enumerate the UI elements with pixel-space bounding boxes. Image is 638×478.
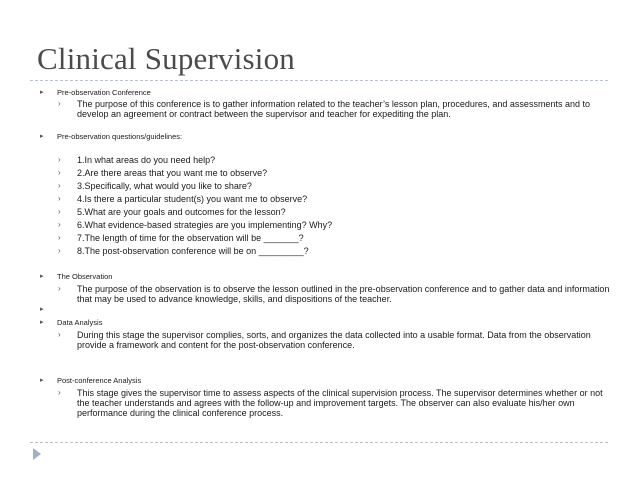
chevron-right-icon: ›	[58, 207, 61, 216]
chevron-right-icon: ›	[58, 388, 61, 397]
triangle-right-icon: ▸	[40, 319, 44, 326]
triangle-right-icon: ▸	[40, 306, 44, 313]
chevron-right-icon: ›	[58, 194, 61, 203]
title-divider	[30, 80, 608, 81]
footer-divider	[30, 442, 608, 443]
corner-triangle-icon	[33, 448, 41, 460]
chevron-right-icon: ›	[58, 99, 61, 108]
slide-title: Clinical Supervision	[37, 41, 296, 76]
triangle-right-icon: ▸	[40, 89, 44, 96]
chevron-right-icon: ›	[58, 233, 61, 242]
chevron-right-icon: ›	[58, 284, 61, 293]
chevron-right-icon: ›	[58, 330, 61, 339]
chevron-right-icon: ›	[58, 181, 61, 190]
chevron-right-icon: ›	[58, 155, 61, 164]
chevron-right-icon: ›	[58, 220, 61, 229]
triangle-right-icon: ▸	[40, 273, 44, 280]
chevron-right-icon: ›	[58, 168, 61, 177]
triangle-right-icon: ▸	[40, 133, 44, 140]
chevron-right-icon: ›	[58, 246, 61, 255]
triangle-right-icon: ▸	[40, 377, 44, 384]
slide: Clinical Supervision ▸ Pre-observation Conference › The purpose of this conference is to gather information related to the teacher’s lesson plan, procedures, and assessments and to develop an agreement or contract between the supervisor and teacher for expediting the plan. ▸ Pre-observation questions/guidelines: › 1.In what areas do you need help? › 2.Are there areas that you want me to observe? › 3.Specifically, what would you like to share? › 4.Is there a particular student(s) you want me to observe? › 5.What are your goals and outcomes for the lesson? › 6.What evidence-based strategies are you implementing? Why? › 7.The length of time for the observation will be _______? › 8.The post-observation conference will be on _________? ▸ The Observation › The purpose of the observation is to observe the lesson outlined in the pre-observation conference and to gather data and information that may be used to advance knowledge, skills, and dispositions of the teacher. ▸ ▸ Data Analysis › During this stage the supervisor complies, sorts, and organizes the data collected into a usable format. Data from the observation provide a framework and content for the post-observation conference. ▸ Post-conference Analysis › This stage gives the supervisor time to assess aspects of the clinical supervision process. The supervisor determines whether or not the teacher understands and agrees with the follow-up and improvement targets. The observer can also evaluate his/her own performance during the clinical conference process.	[0, 0, 638, 478]
